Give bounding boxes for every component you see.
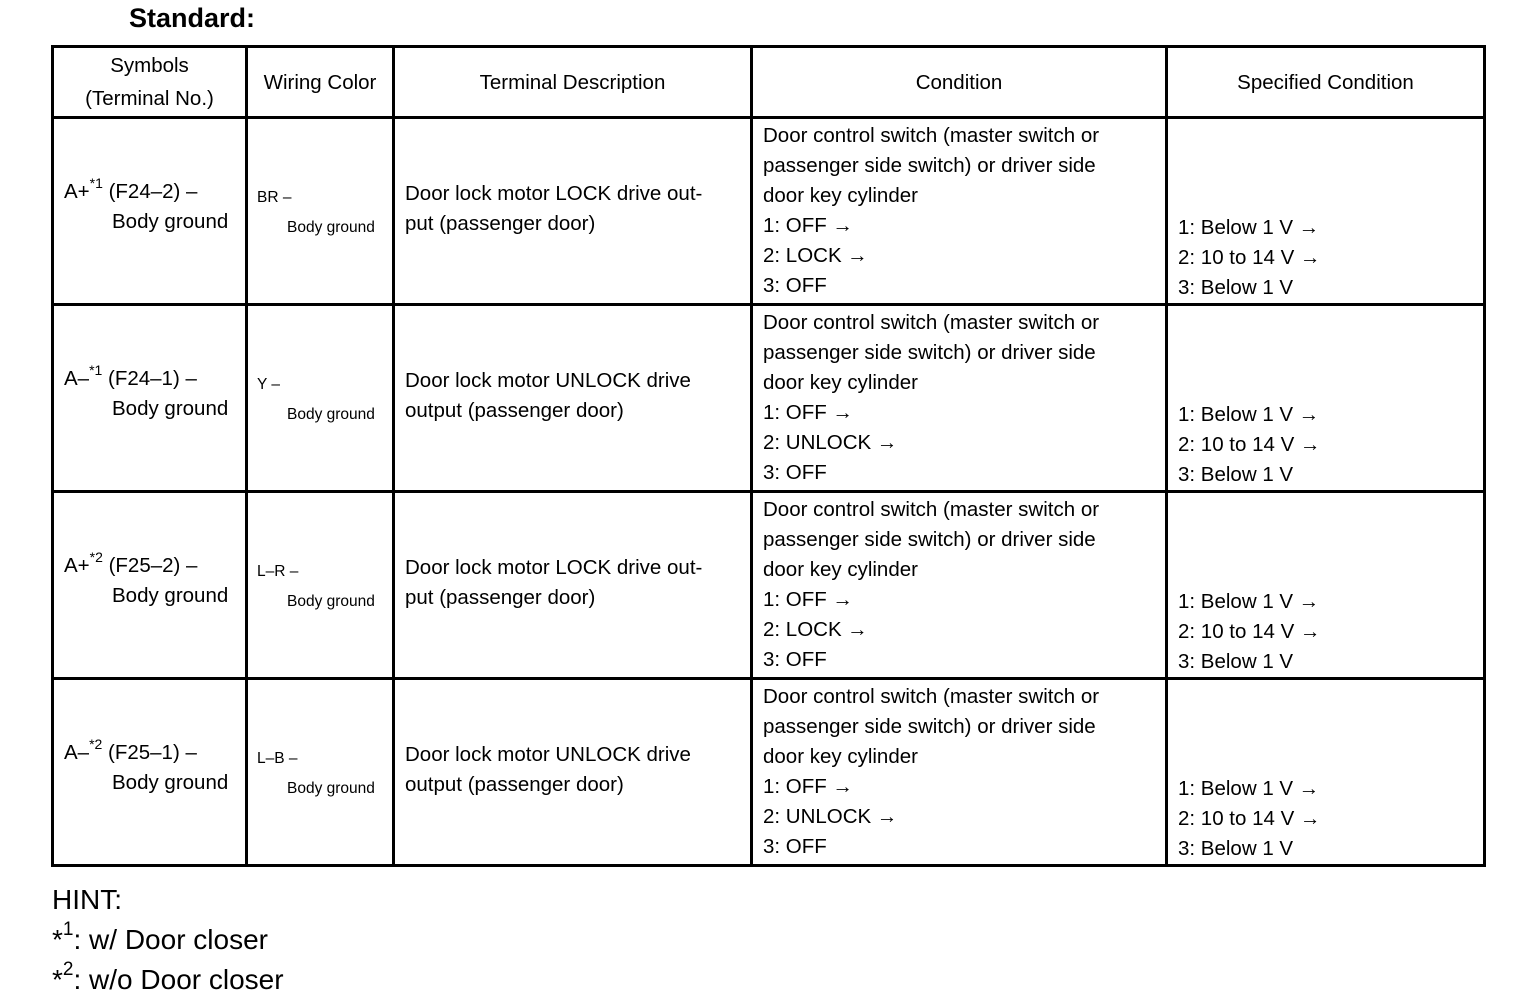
terminal-description: Door lock motor UNLOCK drive output (passenger door): [405, 743, 691, 796]
specified-value-line: 3: Below 1 V: [1178, 463, 1294, 486]
condition: [763, 308, 1099, 488]
header-symbols: Symbols (Terminal No.): [53, 47, 247, 118]
terminal-description-cell: [394, 679, 752, 866]
condition-line: passenger side switch) or driver side: [763, 154, 1096, 177]
wiring-color: Y – Body ground: [257, 376, 375, 423]
terminal-description-cell: [394, 492, 752, 679]
condition-line: 2: LOCK →: [763, 618, 868, 641]
table-row: [53, 118, 1485, 305]
specified-value-line: 3: Below 1 V: [1178, 650, 1294, 673]
condition-cell: [752, 305, 1167, 492]
symbol-cell: [53, 118, 247, 305]
specified-value-line: 2: 10 to 14 V →: [1178, 246, 1321, 269]
hint-note-2: *$^2$: w/o Door closer: [52, 958, 284, 995]
symbol-cell: [53, 305, 247, 492]
condition-line: door key cylinder: [763, 745, 918, 768]
condition-cell: [752, 118, 1167, 305]
hint-title: HINT:: [52, 884, 122, 915]
terminal-spec-table: [51, 45, 1486, 867]
specified-condition: [1178, 213, 1320, 303]
terminal-symbol: A–$^{*2}$ (F25–1) – Body ground: [64, 736, 229, 794]
standard-heading: Standard:: [129, 3, 256, 33]
condition-line: Door control switch (master switch or: [763, 498, 1100, 521]
condition-cell: [752, 679, 1167, 866]
wiring-color: L–B – Body ground: [257, 750, 375, 797]
condition-line: door key cylinder: [763, 558, 918, 581]
specified-value-line: 2: 10 to 14 V →: [1178, 807, 1321, 830]
condition-line: passenger side switch) or driver side: [763, 528, 1096, 551]
terminal-symbol: A+$^{*1}$ (F24–2) – Body ground: [64, 175, 229, 233]
condition-line: Door control switch (master switch or: [763, 311, 1100, 334]
specified-condition-cell: [1167, 679, 1485, 866]
condition-line: 3: OFF: [763, 274, 827, 297]
symbol-cell: [53, 679, 247, 866]
specified-value-line: 1: Below 1 V →: [1178, 590, 1320, 613]
condition: [763, 121, 1099, 301]
terminal-description: Door lock motor LOCK drive out- put (passenger door): [405, 182, 703, 235]
specified-value-line: 1: Below 1 V →: [1178, 216, 1320, 239]
specified-value-line: 3: Below 1 V: [1178, 276, 1294, 299]
condition-line: 1: OFF →: [763, 401, 853, 424]
header-specified-condition: Specified Condition: [1167, 47, 1485, 118]
condition-line: 1: OFF →: [763, 214, 853, 237]
symbol-cell: [53, 492, 247, 679]
condition-line: passenger side switch) or driver side: [763, 341, 1096, 364]
condition-line: 3: OFF: [763, 648, 827, 671]
terminal-symbol: A–$^{*1}$ (F24–1) – Body ground: [64, 362, 229, 420]
wiring-color-cell: [247, 679, 394, 866]
table-row: [53, 679, 1485, 866]
wiring-color: L–R – Body ground: [257, 563, 375, 610]
condition-line: Door control switch (master switch or: [763, 124, 1100, 147]
condition-line: 2: UNLOCK →: [763, 805, 898, 828]
condition-line: 2: UNLOCK →: [763, 431, 898, 454]
condition-line: 3: OFF: [763, 461, 827, 484]
terminal-description-cell: [394, 305, 752, 492]
terminal-description: Door lock motor LOCK drive out- put (passenger door): [405, 556, 703, 609]
specified-condition-cell: [1167, 118, 1485, 305]
condition-line: 3: OFF: [763, 835, 827, 858]
table-row: [53, 305, 1485, 492]
table-header-row: [53, 47, 1485, 118]
condition-cell: [752, 492, 1167, 679]
hint-section: [52, 880, 284, 1000]
specified-value-line: 1: Below 1 V →: [1178, 777, 1320, 800]
specified-condition: [1178, 400, 1320, 490]
wiring-color: BR – Body ground: [257, 189, 375, 236]
terminal-symbol: A+$^{*2}$ (F25–2) – Body ground: [64, 549, 229, 607]
condition: [763, 495, 1099, 675]
wiring-color-cell: [247, 492, 394, 679]
header-wiring-color: Wiring Color: [247, 47, 394, 118]
specified-value-line: 3: Below 1 V: [1178, 837, 1294, 860]
hint-note-1: *$^1$: w/ Door closer: [52, 918, 268, 955]
terminal-description-cell: [394, 118, 752, 305]
specified-value-line: 1: Below 1 V →: [1178, 403, 1320, 426]
condition-line: Door control switch (master switch or: [763, 685, 1100, 708]
condition-line: door key cylinder: [763, 371, 918, 394]
condition-line: door key cylinder: [763, 184, 918, 207]
specified-condition-cell: [1167, 492, 1485, 679]
condition-line: passenger side switch) or driver side: [763, 715, 1096, 738]
wiring-color-cell: [247, 305, 394, 492]
condition-line: 2: LOCK →: [763, 244, 868, 267]
header-terminal-description: Terminal Description: [394, 47, 752, 118]
wiring-color-cell: [247, 118, 394, 305]
terminal-description: Door lock motor UNLOCK drive output (passenger door): [405, 369, 691, 422]
specified-condition: [1178, 774, 1320, 864]
specified-value-line: 2: 10 to 14 V →: [1178, 620, 1321, 643]
condition-line: 1: OFF →: [763, 775, 853, 798]
table-row: [53, 492, 1485, 679]
header-condition: Condition: [752, 47, 1167, 118]
specified-condition-cell: [1167, 305, 1485, 492]
condition-line: 1: OFF →: [763, 588, 853, 611]
condition: [763, 682, 1099, 862]
specified-value-line: 2: 10 to 14 V →: [1178, 433, 1321, 456]
specified-condition: [1178, 587, 1320, 677]
